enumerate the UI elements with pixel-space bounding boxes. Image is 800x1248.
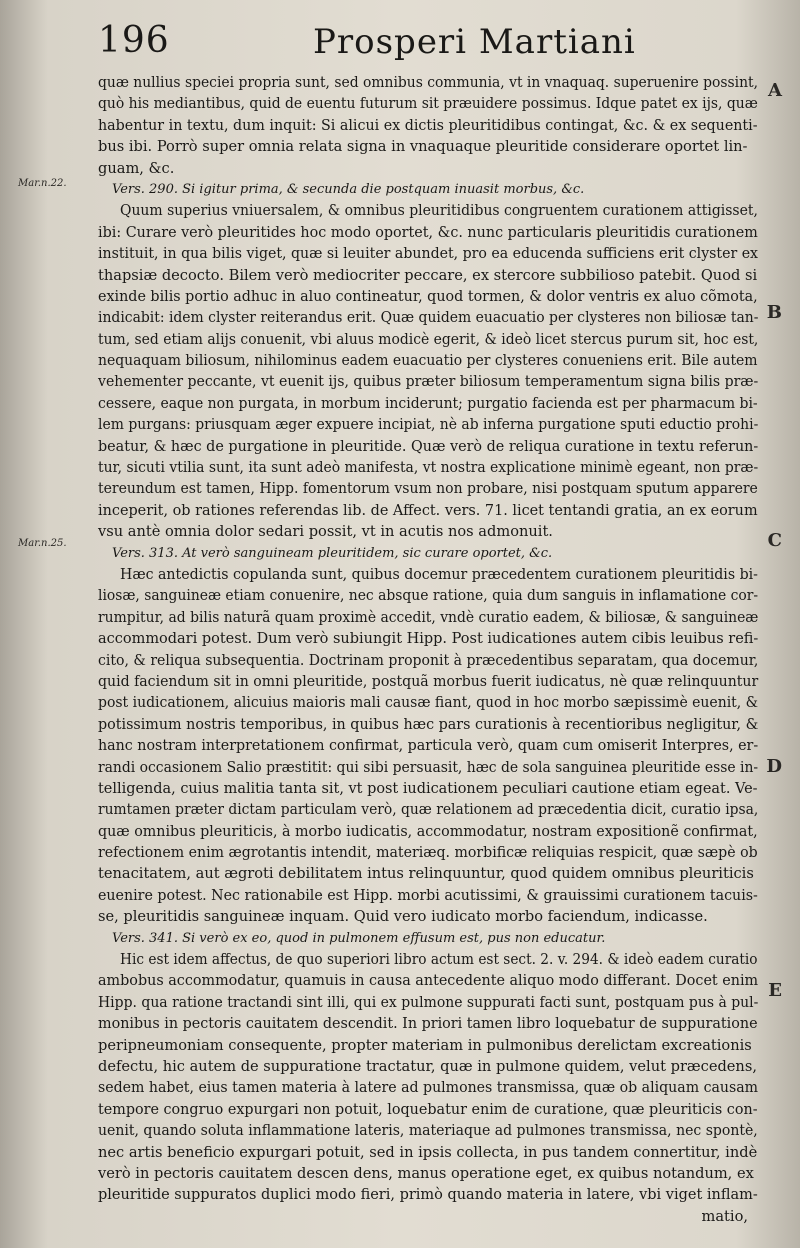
text-line: liosæ, sanguineæ etiam conuenire, nec absque ratione, quia dum sanguis in inflamatione cor- bbox=[98, 587, 759, 605]
text-line: ibi: Curare verò pleuritides hoc modo oportet, &c. nunc particularis pleuritidis curationem bbox=[98, 223, 758, 241]
margin-note: Mar.n.25. bbox=[18, 538, 67, 549]
text-line: se, pleuritidis sanguineæ inquam. Quid vero iudicato morbo faciendum, indicasse. bbox=[98, 908, 708, 926]
text-line: nec artis beneficio expurgari potuit, sed in ipsis collecta, in pus tandem connertitur, indè bbox=[98, 1143, 758, 1161]
page-number: 196 bbox=[98, 20, 170, 61]
text-line: cessere, eaque non purgata, in morbum inciderunt; purgatio facienda est per pharmacum bi- bbox=[98, 394, 758, 412]
text-line: Hic est idem affectus, de quo superiori libro actum est sect. 2. v. 294. & ideò eadem curatio bbox=[120, 951, 758, 969]
body-text bbox=[98, 72, 758, 1227]
text-line: beatur, & hæc de purgatione in pleuritide. Quæ verò de reliqua curatione in textu referun- bbox=[98, 437, 759, 455]
text-line: exinde bilis portio adhuc in aluo contineatur, quod tormen, & dolor ventris ex aluo cõmota, bbox=[98, 287, 758, 305]
text-line: randi occasionem Salio præstitit: qui sibi persuasit, hæc de sola sanguinea pleuritide esse in- bbox=[98, 758, 759, 776]
text-line: refectionem enim ægrotantis intendit, materiæq. morbificæ reliquias respicit, quæ sæpè ob bbox=[98, 844, 758, 862]
text-line: habentur in textu, dum inquit: Si alicui ex dictis pleuritidibus contingat, &c. & ex sequenti- bbox=[98, 116, 758, 134]
text-line: instituit, in qua bilis viget, quæ si leuiter abundet, pro ea educenda sufficiens erit clyster ex bbox=[98, 245, 759, 263]
text-line: guam, &c. bbox=[98, 159, 175, 177]
margin-note: Mar.n.22. bbox=[18, 178, 67, 189]
text-line: indicabit: idem clyster reiterandus erit. Quæ quidem euacuatio per clysteres non biliosæ tan- bbox=[98, 309, 759, 327]
text-line: potissimum nostris temporibus, in quibus hæc pars curationis à recentioribus negligitur, & bbox=[98, 715, 759, 733]
side-letter: B bbox=[766, 302, 782, 323]
text-line: sedem habet, eius tamen materia à latere ad pulmones transmissa, quæ ob aliquam causam bbox=[98, 1079, 759, 1097]
text-line: Hipp. qua ratione tractandi sint illi, qui ex pulmone suppurati facti sunt, postquam pus à pul- bbox=[98, 993, 759, 1011]
text-line: matio, bbox=[701, 1207, 748, 1225]
text-line: accommodari potest. Dum verò subiungit Hipp. Post iudicationes autem cibis leuibus refi- bbox=[98, 630, 759, 648]
text-line: tempore congruo expurgari non potuit, loquebatur enim de curatione, quæ pleuriticis con- bbox=[98, 1100, 758, 1118]
text-line: vehementer peccante, vt euenit ijs, quibus præter biliosum temperamentum signa bilis præ- bbox=[98, 373, 759, 391]
side-letter: C bbox=[767, 530, 782, 551]
text-line: quæ nullius speciei propria sunt, sed omnibus communia, vt in vnaquaq. superuenire possint, bbox=[98, 74, 759, 91]
text-line: peripneumoniam consequente, propter materiam in pulmonibus derelictam excreationis bbox=[98, 1036, 752, 1054]
text-line: euenire potest. Nec rationabile est Hipp. morbi acutissimi, & grauissimi curationem tacuis- bbox=[98, 886, 758, 904]
running-title: Prosperi Martiani bbox=[313, 22, 636, 62]
verse-heading: Vers. 341. Si verò ex eo, quod in pulmonem effusum est, pus non educatur. bbox=[112, 930, 606, 946]
text-line: telligenda, cuius malitia tanta sit, vt post iudicationem peculiari cautione etiam egeat. Ve- bbox=[98, 779, 758, 797]
verse-heading: Vers. 290. Si igitur prima, & secunda die postquam inuasit morbus, &c. bbox=[112, 181, 585, 197]
text-line: rumtamen præter dictam particulam verò, quæ relationem ad præcedentia dicit, curatio ipsa, bbox=[98, 801, 759, 819]
text-line: tum, sed etiam alijs conuenit, vbi aluus modicè egerit, & ideò licet stercus purum sit, hoc est, bbox=[98, 330, 759, 348]
text-line: thapsiæ decocto. Bilem verò mediocriter peccare, ex stercore subbilioso patebit. Quod si bbox=[98, 266, 758, 284]
side-letter: E bbox=[768, 980, 782, 1001]
text-line: quid faciendum sit in omni pleuritide, postquã morbus fuerit iudicatus, nè quæ relinquuntur bbox=[98, 672, 759, 690]
text-line: nequaquam biliosum, nihilominus eadem euacuatio per clysteres conueniens erit. Bile autem bbox=[98, 352, 758, 370]
text-line: bus ibi. Porrò super omnia relata signa in vnaquaque pleuritide considerare oportet lin- bbox=[98, 138, 748, 156]
text-line: tenacitatem, aut ægroti debilitatem intus relinquuntur, quod quidem omnibus pleuriticis bbox=[98, 865, 754, 883]
text-line: inceperit, ob rationes referendas lib. de Affect. vers. 71. licet tentandi gratia, an ex eorum bbox=[98, 501, 758, 519]
text-line: quò his mediantibus, quid de euentu futurum sit præuidere possimus. Idque patet ex ijs, quæ bbox=[98, 95, 758, 113]
text-line: tur, sicuti vtilia sunt, ita sunt adeò manifesta, vt nostra explicatione minimè egeant, non præ- bbox=[98, 459, 759, 477]
text-line: Hæc antedictis copulanda sunt, quibus docemur præcedentem curationem pleuritidis bi- bbox=[120, 565, 758, 583]
text-line: hanc nostram interpretationem confirmat, particula verò, quam cum omiserit Interpres, er- bbox=[98, 737, 759, 755]
text-line: monibus in pectoris cauitatem descendit. In priori tamen libro loquebatur de suppuratione bbox=[98, 1015, 758, 1033]
text-line: defectu, hic autem de suppuratione tractatur, quæ in pulmone quidem, velut præcedens, bbox=[98, 1057, 757, 1075]
side-letter: D bbox=[766, 756, 782, 777]
text-line: verò in pectoris cauitatem descen dens, manus operatione eget, ex quibus notandum, ex bbox=[98, 1164, 754, 1182]
page-header bbox=[98, 18, 738, 64]
text-line: uenit, quando soluta inflammatione lateris, materiaque ad pulmones transmissa, nec spontè, bbox=[98, 1122, 758, 1140]
text-line: post iudicationem, alicuius maioris mali causæ fiant, quod in hoc morbo sæpissimè euenit, & bbox=[98, 694, 759, 712]
text-line: Quum superius vniuersalem, & omnibus pleuritidibus congruentem curationem attigisset, bbox=[120, 202, 758, 220]
text-line: tereundum est tamen, Hipp. fomentorum vsum non probare, nisi postquam sputum apparere bbox=[98, 480, 758, 498]
text-line: rumpitur, ad bilis naturã quam proximè accedit, vndè curatio eadem, & biliosæ, & sanguineæ bbox=[98, 608, 759, 626]
text-line: ambobus accommodatur, quamuis in causa antecedente aliquo modo differant. Docet enim bbox=[98, 972, 759, 990]
text-line: vsu antè omnia dolor sedari possit, vt in acutis nos admonuit. bbox=[98, 523, 553, 541]
text-line: pleuritide suppuratos duplici modo fieri, primò quando materia in latere, vbi viget inflam- bbox=[98, 1186, 758, 1204]
side-letter: A bbox=[768, 80, 782, 101]
text-line: quæ omnibus pleuriticis, à morbo iudicatis, accommodatur, nostram expositionẽ confirmat, bbox=[98, 822, 758, 840]
verse-heading: Vers. 313. At verò sanguineam pleuritidem, sic curare oportet, &c. bbox=[112, 545, 553, 561]
text-line: cito, & reliqua subsequentia. Doctrinam proponit à præcedentibus separatam, qua docemur, bbox=[98, 651, 759, 669]
text-line: lem purgans: priusquam æger expuere incipiat, nè ab inferna purgatione sputi eductio prohi- bbox=[98, 416, 759, 434]
